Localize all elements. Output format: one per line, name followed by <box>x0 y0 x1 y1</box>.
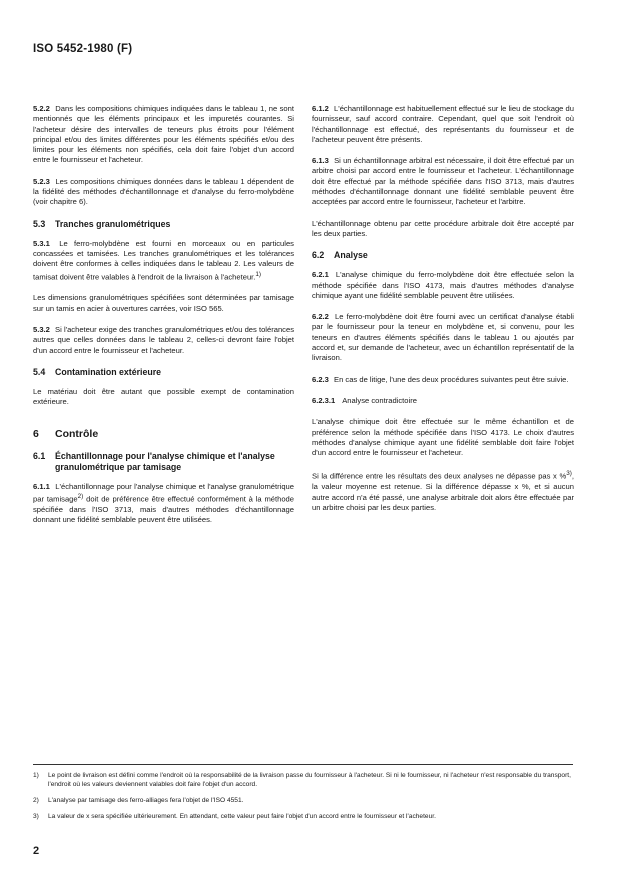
paragraph-6-2-1 <box>312 270 574 301</box>
paragraph-text: doit de préférence être effectué conformément à la méthode spécifiée dans l'ISO 3713, mais d'autres méthodes d'échantillonnage donnant une fidélité semblable peuvent être utilisées. <box>33 494 295 525</box>
section-number: 6 <box>33 428 39 441</box>
section-number: 5.2.2 <box>33 104 50 113</box>
paragraph-5-3-1 <box>33 239 294 283</box>
heading-title: Tranches granulométriques <box>55 218 171 229</box>
footnote-divider <box>33 764 573 765</box>
right-column <box>312 104 574 524</box>
footnote-ref: 1) <box>255 270 262 278</box>
heading-6 <box>33 429 294 439</box>
footnote-mark: 2) <box>33 797 39 804</box>
footnote-text: Le point de livraison est défini comme l'endroit où la responsabilité de la livraison passe du fournisseur à l'acheteur. Si ni le fournisseur, ni l'acheteur n'est responsable du transport, l'endroit où les valeurs deviennent valables doit faire l'objet d'un accord. <box>48 772 571 788</box>
paragraph-text: Les compositions chimiques données dans le tableau 1 dépendent de la fidélité des méthodes d'échantillonnage et d'analyse du ferro-molybdène (voir chapitre 6). <box>33 176 294 207</box>
paragraph-6-2-2 <box>312 312 574 363</box>
footnote-text: La valeur de x sera spécifiée ultérieurement. En attendant, cette valeur peut faire l'objet d'un accord entre le fournisseur et l'acheteur. <box>48 813 436 820</box>
paragraph-6-1-1 <box>33 482 294 526</box>
paragraph-6-2-3-1-b <box>312 469 574 513</box>
section-number: 6.1 <box>33 450 46 461</box>
paragraph-5-3-1-cont <box>33 293 294 314</box>
section-number: 5.3 <box>33 218 46 229</box>
section-number: 6.2 <box>312 250 325 261</box>
footnote-text: L'analyse par tamisage des ferro-alliages fera l'objet de l'ISO 4551. <box>48 797 244 804</box>
paragraph-text: Le matériau doit être autant que possible exempt de contamination extérieure. <box>33 386 294 407</box>
paragraph-6-1-2 <box>312 104 574 145</box>
section-number: 5.2.3 <box>33 176 50 186</box>
paragraph-text: Si l'acheteur exige des tranches granulométriques et/ou des tolérances autres que celles données dans le tableau 2, celles-ci devront faire l'objet d'un accord entre le fournisseur et l'acheteur. <box>33 324 294 355</box>
paragraph-text: L'échantillonnage pour l'analyse chimique et l'analyse granulométrique par tamisage <box>33 481 294 504</box>
section-number: 6.1.1 <box>33 481 50 491</box>
paragraph-text: , la valeur moyenne est retenue. Si la différence dépasse x %, et si aucun autre accord n'a été passé, une analyse arbitrale doit alors être effectuée par un arbitre choisi par les deux parties. <box>312 471 574 512</box>
page-number: 2 <box>33 845 40 857</box>
paragraph-text: Le ferro-molybdène est fourni en morceaux ou en particules concassées et tamisées. Les tranches granulométriques et les tolérances doivent être conformes à celles indiquées dans le tableau 2. Les valeurs de tamisat doivent être valables à l'endroit de la livraison à l'acheteur. <box>33 238 294 282</box>
paragraph-text: Si un échantillonnage arbitral est nécessaire, il doit être effectué par un arbitre choisi par accord entre le fournisseur et l'acheteur. L'échantillonnage doit être effectué par la méthode spécifiée dans l'ISO 3713, mais d'autres méthodes d'échantillonnage donnant une fidélité semblable peuvent être acceptées par accord entre le fournisseur, l'acheteur et l'arbitre. <box>312 156 574 207</box>
section-number: 5.3.1 <box>33 238 50 248</box>
footnote-mark: 1) <box>33 772 39 779</box>
paragraph-text: Si la différence entre les résultats des deux analyses ne dépasse pas x % <box>312 471 567 481</box>
section-number: 6.2.3.1 <box>312 395 336 405</box>
heading-title: Contrôle <box>55 428 99 441</box>
heading-title: Échantillonnage pour l'analyse chimique et l'analyse granulométrique par tamisage <box>55 450 275 472</box>
footnote-ref: 3) <box>566 470 572 478</box>
heading-6-2 <box>312 250 574 261</box>
heading-6-2-3-1 <box>312 396 574 406</box>
section-number: 6.2.3 <box>312 374 329 384</box>
paragraph-6-1-3-cont <box>312 219 574 240</box>
document-header: ISO 5452-1980 (F) <box>33 43 133 55</box>
section-number: 6.2.2 <box>312 312 329 322</box>
heading-5-4 <box>33 367 294 378</box>
section-number: 6.2.1 <box>312 270 329 280</box>
heading-title: Analyse <box>334 250 368 261</box>
paragraph-text: Les dimensions granulométriques spécifiées sont déterminées par tamisage sur un tamis en acier à ouvertures carrées, voir ISO 565. <box>33 293 294 313</box>
heading-5-3 <box>33 219 294 230</box>
paragraph-text: Le ferro-molybdène doit être fourni avec un certificat d'analyse établi par le fournisseur pour la teneur en molybdène et, si convenu, pour les teneurs en d'autres éléments spécifiés dans le tableau 1 ou ajoutés par accord et, sur demande de l'acheteur, avec un échantillon représentatif de la livraison. <box>312 312 574 363</box>
paragraph-text: L'échantillonnage obtenu par cette procédure arbitrale doit être accepté par les deux parties. <box>312 218 574 238</box>
paragraph-text: L'analyse chimique du ferro-molybdène doit être effectuée selon la méthode spécifiée dans l'ISO 4173, mais d'autres méthodes d'analyse chimique ayant une fidélité semblable peuvent être utilisées. <box>312 270 574 300</box>
paragraph-text: En cas de litige, l'une des deux procédures suivantes peut être suivie. <box>334 374 569 384</box>
footnote-1 <box>33 771 578 789</box>
heading-6-1 <box>33 451 294 473</box>
section-number: 5.4 <box>33 366 46 377</box>
paragraph-5-4 <box>33 387 294 408</box>
section-number: 6.1.3 <box>312 156 329 166</box>
heading-title: Contamination extérieure <box>55 366 162 377</box>
heading-title: Analyse contradictoire <box>342 395 417 405</box>
footnote-ref: 2) <box>77 493 84 501</box>
left-column <box>33 104 294 536</box>
paragraph-text: L'échantillonnage est habituellement effectué sur le lieu de stockage du fournisseur, sauf accord contraire. Cependant, quel que soit l'endroit où l'échantillonnage est effectué, des représentants du fournisseur et de l'acheteur peuvent être présents. <box>312 104 574 144</box>
paragraph-6-2-3-1-a <box>312 417 574 458</box>
paragraph-6-2-3 <box>312 375 574 385</box>
footnotes <box>33 771 578 828</box>
paragraph-5-3-2 <box>33 325 294 356</box>
footnote-2 <box>33 796 578 805</box>
footnote-mark: 3) <box>33 813 39 820</box>
section-number: 5.3.2 <box>33 324 50 334</box>
paragraph-text: Dans les compositions chimiques indiquées dans le tableau 1, ne sont mentionnés que les éléments principaux et les impuretés courantes. Si l'acheteur désire des intervalles de teneurs plus étroits pour l'élément principal et/ou des limites différentes pour les éléments spécifiés et/ou des limites pour les éléments non spécifiés, cela doit faire l'objet d'un accord entre le fournisseur et l'acheteur. <box>33 104 294 165</box>
paragraph-6-1-3 <box>312 156 574 207</box>
section-number: 6.1.2 <box>312 104 329 113</box>
paragraph-text: L'analyse chimique doit être effectuée sur le même échantillon et de préférence selon la méthode spécifiée dans l'ISO 4173. Le choix d'autres méthodes d'analyse chimique ayant une fidélité semblable doit faire l'objet d'un accord entre le fournisseur et l'acheteur. <box>312 417 574 458</box>
paragraph-5-2-2 <box>33 104 294 166</box>
paragraph-5-2-3 <box>33 177 294 208</box>
footnote-3 <box>33 812 578 821</box>
